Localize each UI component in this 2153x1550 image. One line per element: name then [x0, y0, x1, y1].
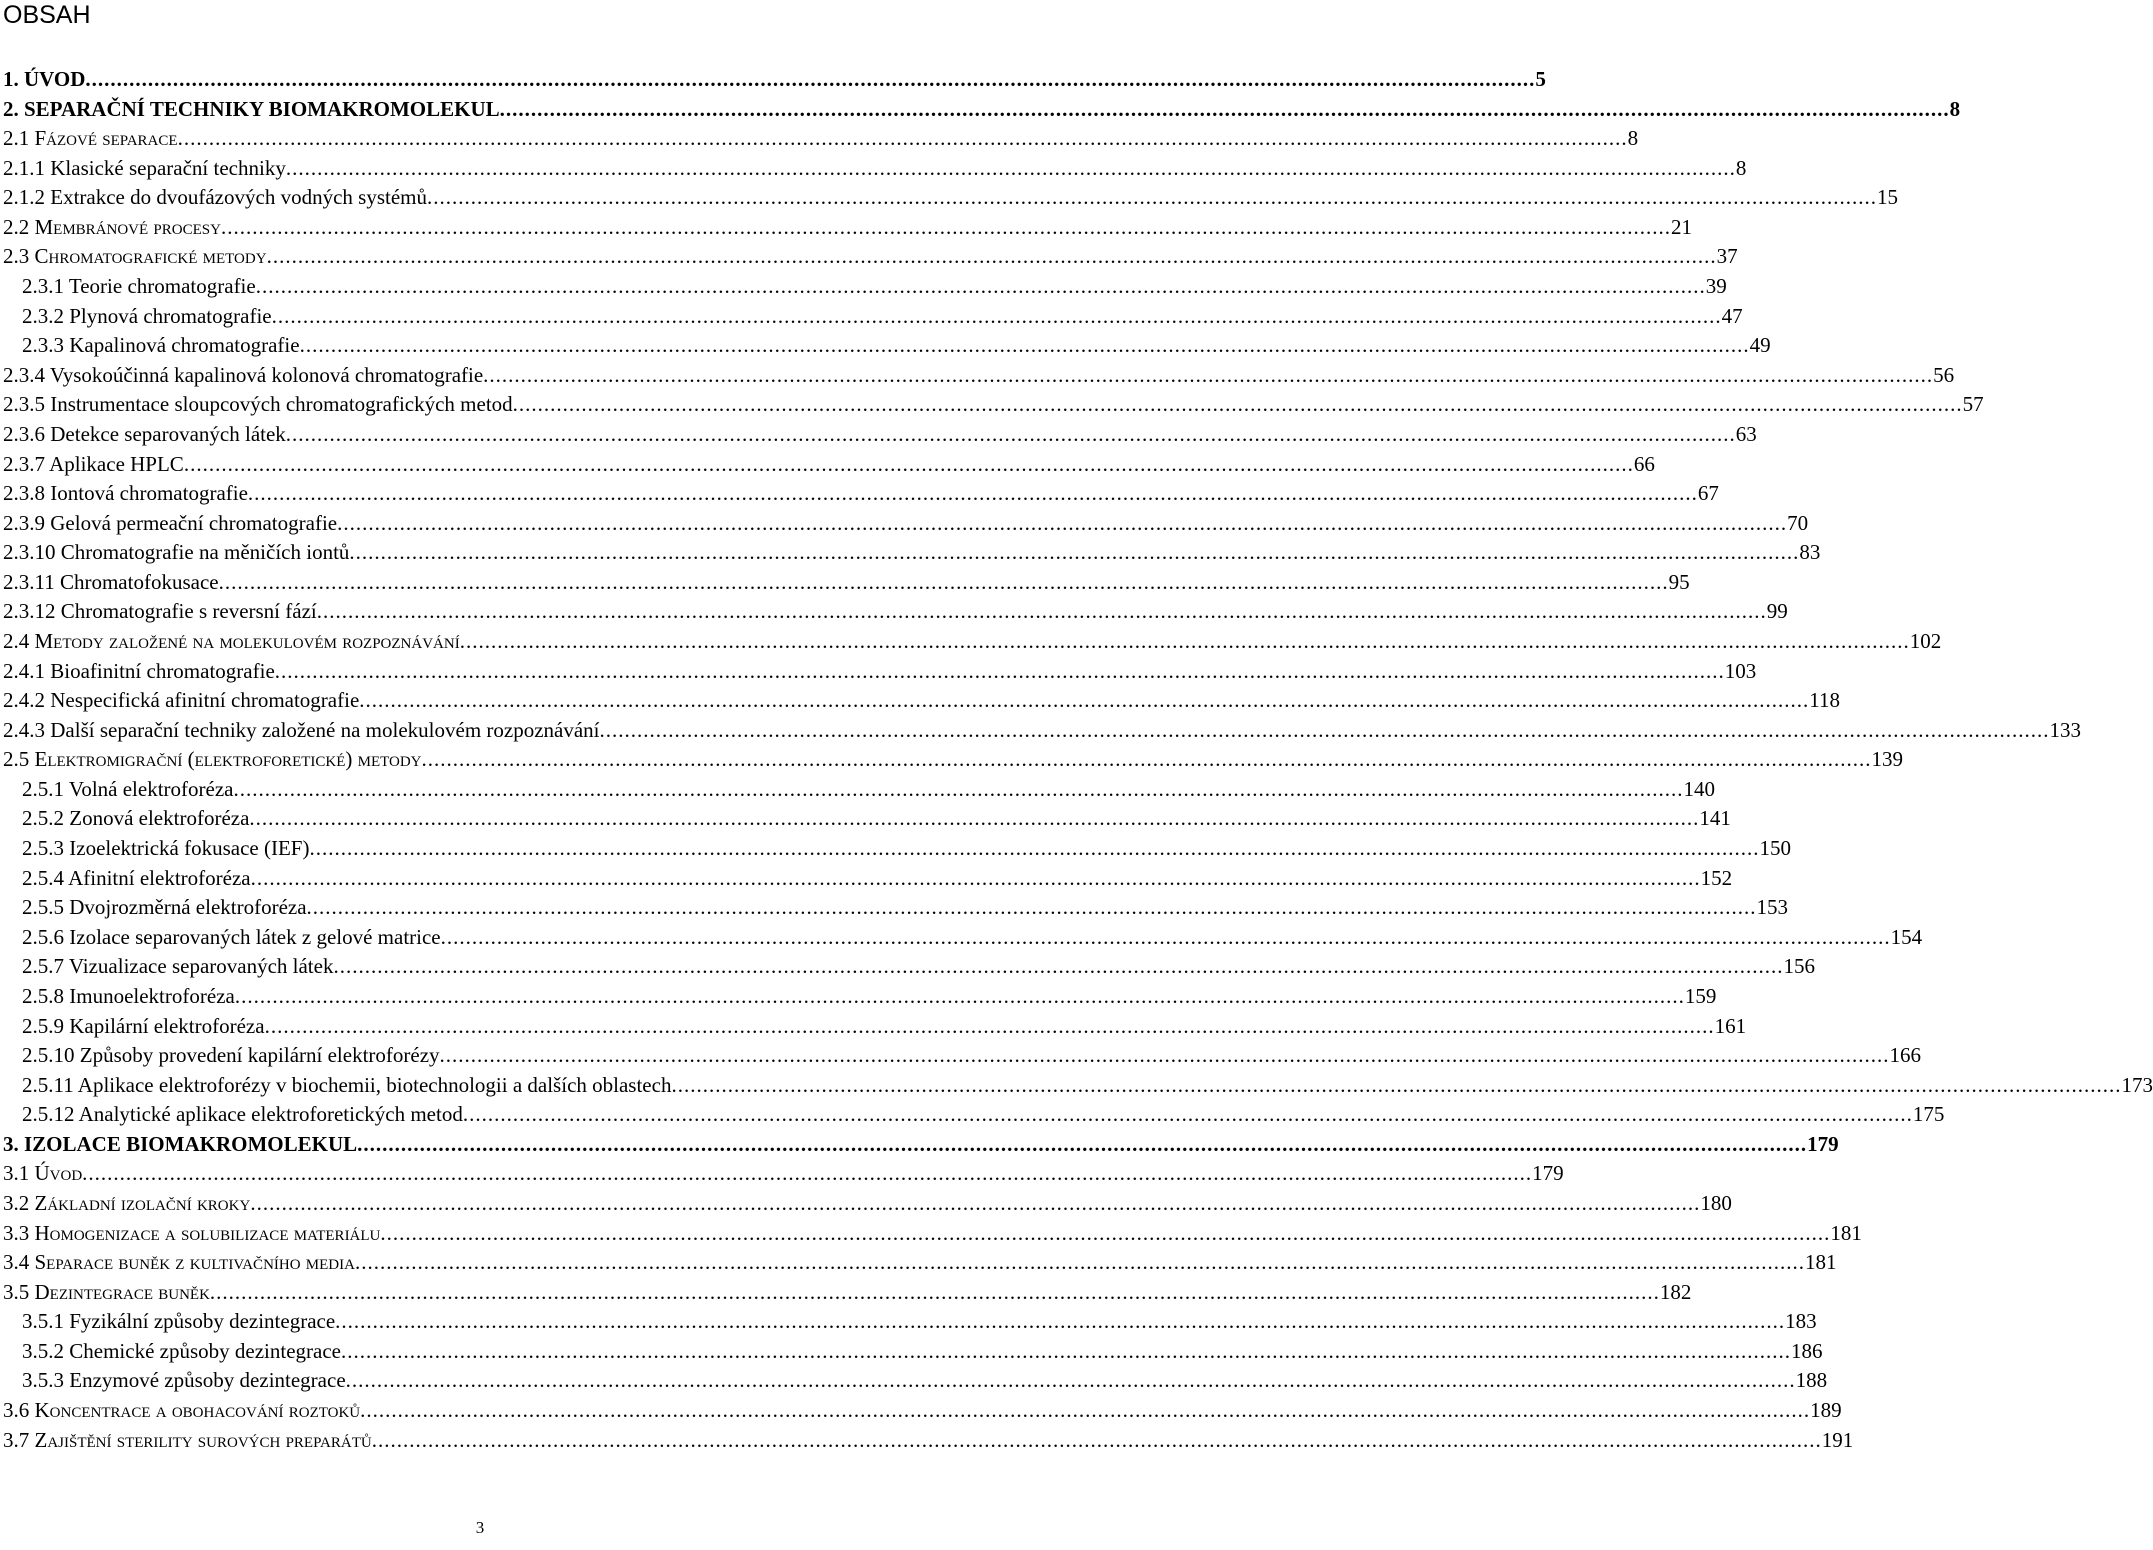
toc-entry-title: 3.3 Homogenizace a solubilizace materiálu	[3, 1220, 381, 1245]
toc-leader-dots	[210, 1278, 1660, 1308]
toc-entry-title: 3.5 Dezintegrace buněk	[3, 1279, 210, 1304]
toc-entry-page: 188	[1795, 1368, 1828, 1393]
toc-leader-dots	[463, 1100, 1913, 1130]
toc-entry-title: 2.5.1 Volná elektroforéza	[22, 776, 234, 801]
toc-entry-page: 166	[1889, 1043, 1922, 1068]
toc-entry-page: 63	[1735, 421, 1757, 446]
toc-entry-title: 2.3.8 Iontová chromatografie	[3, 481, 248, 506]
toc-entry[interactable]	[0, 538, 1821, 568]
toc-entry[interactable]	[0, 568, 1690, 598]
toc-entry[interactable]	[0, 1041, 1922, 1071]
toc-leader-dots	[422, 745, 1872, 775]
toc-leader-dots	[460, 627, 1910, 657]
toc-entry[interactable]	[0, 1248, 1837, 1278]
toc-entry[interactable]	[0, 1396, 1842, 1426]
toc-entry-page: 102	[1909, 628, 1942, 653]
toc-entry[interactable]	[0, 1307, 1817, 1337]
toc-entry-page: 133	[2049, 717, 2082, 742]
toc-entry-title: 2.5.8 Imunoelektroforéza	[22, 983, 235, 1008]
toc-entry-title: 2.5.9 Kapilární elektroforéza	[22, 1013, 265, 1038]
toc-entry[interactable]	[0, 242, 1738, 272]
toc-entry[interactable]	[0, 834, 1791, 864]
toc-entry[interactable]	[0, 450, 1655, 480]
toc-entry-title: 2.1.2 Extrakce do dvoufázových vodných systémů	[3, 185, 427, 210]
toc-entry-page: 39	[1705, 274, 1727, 299]
toc-entry-title: 3.5.2 Chemické způsoby dezintegrace	[22, 1338, 341, 1363]
toc-leader-dots	[346, 1366, 1796, 1396]
toc-entry-title: 3.6 Koncentrace a obohacování roztoků	[3, 1398, 361, 1423]
toc-entry[interactable]	[0, 1426, 1854, 1456]
toc-entry-page: 161	[1714, 1013, 1747, 1038]
toc-entry-title: 2.5.2 Zonová elektroforéza	[22, 806, 250, 831]
toc-leader-dots	[272, 302, 1722, 332]
table-of-contents	[0, 65, 2153, 1455]
toc-leader-dots	[360, 1396, 1810, 1426]
toc-entry-title: 2.3.3 Kapalinová chromatografie	[22, 333, 300, 358]
toc-entry[interactable]	[0, 686, 1841, 716]
toc-entry-title: 3.7 Zajištění sterility surových preparátů	[3, 1427, 372, 1452]
toc-entry-title: 2.5.4 Afinitní elektroforéza	[22, 865, 251, 890]
toc-entry-page: 83	[1799, 540, 1821, 565]
toc-entry-title: 3.5.3 Enzymové způsoby dezintegrace	[22, 1368, 346, 1393]
toc-entry-title: 2.4.2 Nespecifická afinitní chromatografie	[3, 688, 360, 713]
toc-entry-page: 56	[1933, 362, 1955, 387]
toc-entry[interactable]	[0, 982, 1717, 1012]
toc-entry[interactable]	[0, 1012, 1747, 1042]
toc-leader-dots	[275, 657, 1725, 687]
toc-entry-title: 2.3 Chromatografické metody	[3, 244, 267, 269]
toc-leader-dots	[85, 65, 1535, 95]
toc-leader-dots	[337, 509, 1787, 539]
toc-entry-page: 8	[1735, 155, 1747, 180]
toc-entry-title: 2.4.3 Další separační techniky založené na molekulovém rozpoznávání	[3, 717, 600, 742]
toc-entry-page: 8	[1627, 126, 1639, 151]
toc-leader-dots	[235, 982, 1685, 1012]
toc-entry[interactable]	[0, 124, 1639, 154]
toc-entry-title: 2.3.1 Teorie chromatografie	[22, 274, 256, 299]
toc-entry-page: 47	[1721, 303, 1743, 328]
toc-entry-page: 156	[1783, 954, 1815, 979]
toc-entry-title: 3. IZOLACE BIOMAKROMOLEKUL	[3, 1131, 358, 1156]
toc-entry-page: 21	[1670, 214, 1692, 239]
toc-entry-title: 3.1 Úvod	[3, 1161, 83, 1186]
toc-leader-dots	[249, 804, 1699, 834]
toc-entry[interactable]	[0, 331, 1771, 361]
toc-entry[interactable]	[0, 893, 1789, 923]
toc-entry[interactable]	[0, 864, 1733, 894]
toc-entry-page: 179	[1532, 1161, 1564, 1186]
toc-entry-title: 2.1 Fázové separace	[3, 126, 178, 151]
toc-entry-page: 99	[1766, 599, 1788, 624]
toc-entry-title: 2.5.3 Izoelektrická fokusace (IEF)	[22, 836, 310, 861]
toc-leader-dots	[427, 183, 1877, 213]
toc-entry[interactable]	[0, 952, 1815, 982]
toc-entry-page: 189	[1810, 1398, 1842, 1423]
toc-entry-page: 103	[1724, 658, 1757, 683]
toc-entry-page: 140	[1683, 776, 1715, 801]
toc-entry[interactable]	[0, 1337, 1823, 1367]
toc-entry-title: 2.5.6 Izolace separovaných látek z gelové matrice	[22, 924, 441, 949]
toc-entry-title: 3.2 Základní izolační kroky	[3, 1190, 251, 1215]
toc-entry-page: 70	[1787, 510, 1809, 535]
toc-entry[interactable]	[0, 420, 1757, 450]
toc-leader-dots	[335, 1307, 1785, 1337]
toc-entry-page: 173	[2121, 1072, 2153, 1097]
toc-leader-dots	[500, 95, 1950, 125]
toc-entry-page: 118	[1809, 688, 1841, 713]
toc-leader-dots	[355, 1248, 1805, 1278]
toc-entry[interactable]	[0, 745, 1904, 775]
toc-entry-title: 2.5 Elektromigrační (elektroforetické) metody	[3, 747, 422, 772]
toc-leader-dots	[359, 686, 1809, 716]
toc-entry-title: 2.3.9 Gelová permeační chromatografie	[3, 510, 338, 535]
toc-entry-title: 2.5.5 Dvojrozměrná elektroforéza	[22, 895, 307, 920]
toc-entry[interactable]	[0, 597, 1788, 627]
toc-leader-dots	[286, 420, 1736, 450]
toc-leader-dots	[307, 893, 1757, 923]
toc-entry[interactable]	[0, 95, 1961, 125]
toc-entry[interactable]	[0, 1071, 2153, 1101]
toc-entry-page: 154	[1890, 924, 1923, 949]
toc-leader-dots	[184, 450, 1634, 480]
toc-entry-title: 2.5.10 Způsoby provedení kapilární elektroforézy	[22, 1043, 440, 1068]
toc-leader-dots	[286, 154, 1736, 184]
toc-entry[interactable]	[0, 804, 1731, 834]
toc-leader-dots	[513, 390, 1963, 420]
toc-leader-dots	[333, 952, 1783, 982]
toc-entry[interactable]	[0, 1278, 1692, 1308]
toc-entry[interactable]	[0, 1219, 1862, 1249]
toc-leader-dots	[483, 361, 1933, 391]
toc-entry-page: 49	[1749, 333, 1771, 358]
toc-entry[interactable]	[0, 65, 1546, 95]
toc-leader-dots	[234, 775, 1684, 805]
toc-entry-page: 67	[1697, 481, 1719, 506]
toc-leader-dots	[250, 1189, 1700, 1219]
toc-entry-title: 2.3.4 Vysokoúčinná kapalinová kolonová chromatografie	[3, 362, 484, 387]
toc-entry-title: 2.5.12 Analytické aplikace elektroforetických metod	[22, 1102, 463, 1127]
toc-entry[interactable]	[0, 627, 1942, 657]
toc-entry-page: 180	[1700, 1190, 1732, 1215]
toc-leader-dots	[248, 479, 1698, 509]
toc-leader-dots	[221, 213, 1671, 243]
toc-entry[interactable]	[0, 1159, 1564, 1189]
toc-entry-page: 66	[1633, 451, 1655, 476]
toc-entry[interactable]	[0, 390, 1984, 420]
toc-entry-title: 3.5.1 Fyzikální způsoby dezintegrace	[22, 1309, 336, 1334]
toc-entry[interactable]	[0, 213, 1692, 243]
toc-entry[interactable]	[0, 302, 1743, 332]
toc-leader-dots	[267, 242, 1717, 272]
page-title: OBSAH	[3, 1, 91, 29]
toc-entry-page: 181	[1830, 1220, 1862, 1245]
toc-entry-title: 2. SEPARAČNÍ TECHNIKY BIOMAKROMOLEKUL	[3, 96, 500, 121]
toc-entry-title: 1. ÚVOD	[3, 67, 86, 91]
toc-entry-title: 2.3.10 Chromatografie na měničích iontů	[3, 540, 350, 565]
toc-entry-page: 159	[1684, 983, 1717, 1008]
toc-leader-dots	[671, 1071, 2121, 1101]
toc-entry-title: 2.5.11 Aplikace elektroforézy v biochemii, biotechnologii a dalších oblastech	[22, 1072, 672, 1097]
toc-entry-page: 141	[1699, 806, 1731, 831]
toc-entry-page: 182	[1659, 1279, 1692, 1304]
toc-entry[interactable]	[0, 509, 1809, 539]
toc-entry[interactable]	[0, 1100, 1945, 1130]
toc-entry[interactable]	[0, 183, 1898, 213]
toc-leader-dots	[219, 568, 1669, 598]
toc-entry[interactable]	[0, 272, 1727, 302]
toc-entry[interactable]	[0, 154, 1747, 184]
toc-entry-title: 2.1.1 Klasické separační techniky	[3, 155, 286, 180]
toc-entry-title: 2.5.7 Vizualizace separovaných látek	[22, 954, 334, 979]
toc-entry[interactable]	[0, 1366, 1828, 1396]
toc-entry-title: 2.4.1 Bioafinitní chromatografie	[3, 658, 275, 683]
toc-leader-dots	[380, 1219, 1830, 1249]
toc-entry-title: 2.3.12 Chromatografie s reversní fází	[3, 599, 317, 624]
toc-leader-dots	[251, 864, 1701, 894]
toc-entry-title: 2.4 Metody založené na molekulovém rozpoznávání	[3, 628, 460, 653]
toc-leader-dots	[265, 1012, 1715, 1042]
toc-entry-page: 57	[1962, 392, 1984, 417]
toc-entry-title: 3.4 Separace buněk z kultivačního media	[3, 1250, 355, 1275]
toc-leader-dots	[341, 1337, 1791, 1367]
toc-leader-dots	[317, 597, 1767, 627]
toc-entry[interactable]	[0, 479, 1719, 509]
toc-entry-page: 191	[1821, 1427, 1854, 1452]
toc-leader-dots	[300, 331, 1750, 361]
toc-entry-page: 175	[1912, 1102, 1945, 1127]
toc-leader-dots	[178, 124, 1628, 154]
toc-leader-dots	[309, 834, 1759, 864]
toc-leader-dots	[357, 1130, 1807, 1160]
toc-leader-dots	[600, 716, 2050, 746]
toc-entry-page: 5	[1535, 67, 1546, 91]
toc-entry-page: 183	[1785, 1309, 1817, 1334]
toc-entry-title: 2.3.11 Chromatofokusace	[3, 569, 219, 594]
toc-entry-title: 2.3.7 Aplikace HPLC	[3, 451, 184, 476]
toc-entry-page: 37	[1716, 244, 1738, 269]
toc-entry-page: 153	[1756, 895, 1789, 920]
toc-entry-page: 8	[1949, 96, 1961, 121]
toc-entry[interactable]	[0, 1189, 1732, 1219]
toc-entry-title: 2.3.6 Detekce separovaných látek	[3, 421, 286, 446]
toc-leader-dots	[256, 272, 1706, 302]
toc-leader-dots	[82, 1159, 1532, 1189]
toc-entry-title: 2.3.2 Plynová chromatografie	[22, 303, 272, 328]
toc-leader-dots	[440, 1041, 1890, 1071]
toc-entry-page: 150	[1759, 836, 1791, 861]
toc-entry[interactable]	[0, 923, 1923, 953]
toc-entry[interactable]	[0, 361, 1955, 391]
toc-leader-dots	[372, 1426, 1822, 1456]
toc-entry[interactable]	[0, 1130, 1839, 1160]
toc-entry[interactable]	[0, 775, 1715, 805]
toc-entry-title: 2.2 Membránové procesy	[3, 214, 221, 239]
toc-entry[interactable]	[0, 716, 2082, 746]
toc-entry-page: 15	[1876, 185, 1898, 210]
toc-entry-page: 139	[1871, 747, 1904, 772]
page-number: 3	[475, 1518, 485, 1537]
toc-entry-page: 181	[1804, 1250, 1837, 1275]
toc-entry-page: 152	[1700, 865, 1733, 890]
toc-leader-dots	[349, 538, 1799, 568]
toc-entry-page: 186	[1790, 1338, 1823, 1363]
toc-entry-page: 179	[1807, 1131, 1839, 1156]
toc-leader-dots	[441, 923, 1891, 953]
toc-entry-title: 2.3.5 Instrumentace sloupcových chromatografických metod	[3, 392, 513, 417]
toc-entry-page: 95	[1668, 569, 1690, 594]
toc-entry[interactable]	[0, 657, 1757, 687]
